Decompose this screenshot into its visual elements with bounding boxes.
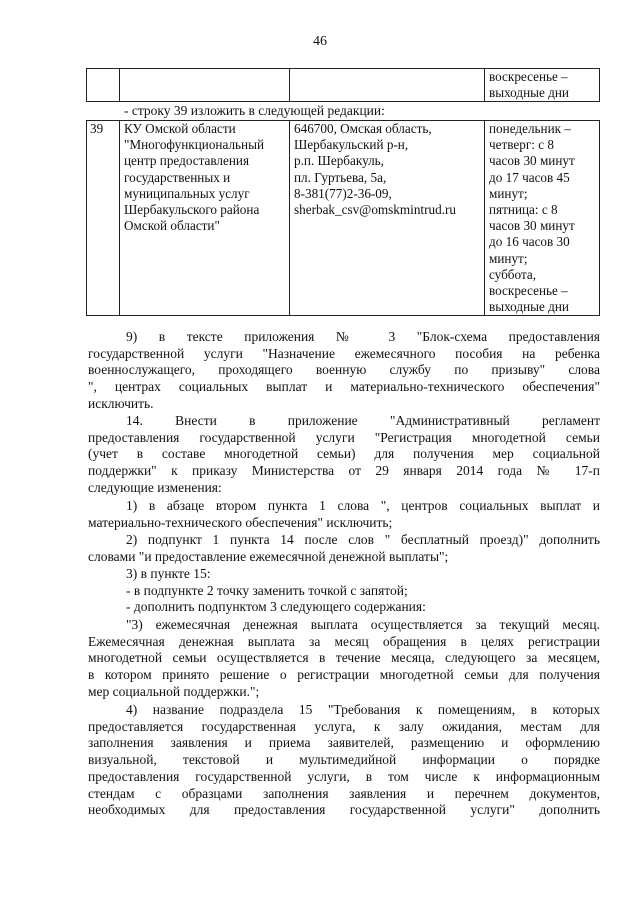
cell-line: до 16 часов 30 — [489, 234, 570, 250]
cell-line: Шербакульского района — [124, 202, 260, 218]
cell-line: воскресенье – — [489, 283, 568, 299]
table-cell-schedule — [485, 121, 600, 316]
table-cell-num — [87, 69, 120, 102]
cell-line: до 17 часов 45 — [489, 169, 570, 185]
table-cell-address — [290, 121, 485, 316]
paragraph-14: 14. Внести в приложение "Административный регламент предоставления государственной услуги "Регистрация многодетной семьи (учет в составе многодетной семьи) для получения мер социальной поддержки" к приказу Министерства от 29 января 2014 года № 17-п следующие изменения: — [88, 413, 600, 495]
cell-line: выходные дни — [489, 85, 569, 101]
cell-line: суббота, — [489, 266, 537, 282]
table-cell-schedule — [485, 69, 600, 102]
cell-line: минут; — [489, 250, 528, 266]
paragraph-9: 9) в тексте приложения № 3 "Блок-схема предоставления государственной услуги "Назначение ежемесячного пособия на ребенка военнослужащего, проходящего военную службу по призыву" слова ", центрах социальных выплат и материально-технического обеспечения" исключить. — [88, 329, 600, 411]
intro-line: - строку 39 изложить в следующей редакции: — [124, 103, 385, 118]
page-number: 46 — [313, 34, 327, 49]
table-row — [87, 121, 600, 316]
cell-line: часов 30 минут — [489, 153, 575, 169]
quote-paragraph: "3) ежемесячная денежная выплата осуществляется за текущий месяц. Ежемесячная денежная выплата за месяц обращения в целях регистрации многодетной семьи осуществляется в течение месяца, следующего за месяцем, в котором принято решение о регистрации многодетной семьи для получения мер социальной поддержки."; — [88, 617, 600, 699]
cell-line: часов 30 минут — [489, 218, 575, 234]
cell-line: понедельник – — [489, 121, 571, 136]
item-3: 3) в пункте 15: - в подпункте 2 точку заменить точкой с запятой; - дополнить подпунктом 3 следующего содержания: — [126, 566, 426, 615]
cell-line: Шербакульский р-н, — [294, 137, 409, 153]
cell-line: 8-381(77)2-36-09, — [294, 185, 392, 201]
cell-line: воскресенье – — [489, 69, 568, 84]
cell-line: Омской области" — [124, 218, 220, 234]
item-4: 4) название подраздела 15 "Требования к помещениям, в которых предоставляется государственная услуга, к залу ожидания, местам для заполнения заявления и приема заявителей, размещению и оформлению визуальной, текстовой и мультимедийной информации о порядке предоставления государственной услуги, в том числе к информационным стендам с образцами заполнения заявления и перечнем документов, необходимых для предоставления государственной услуги" дополнить — [88, 702, 600, 818]
cell-line: минут; — [489, 185, 528, 201]
cell-line: р.п. Шербакуль, — [294, 153, 384, 169]
cell-line: пл. Гуртьева, 5а, — [294, 169, 387, 185]
cell-line: КУ Омской области — [124, 121, 236, 136]
table-cell-name — [120, 121, 290, 316]
cell-line: пятница: с 8 — [489, 202, 558, 218]
cell-line: государственных и — [124, 169, 231, 185]
table-cell-address — [290, 69, 485, 102]
item-1: 1) в абзаце втором пункта 1 слова ", центров социальных выплат и материально-технического обеспечения" исключить; — [88, 498, 600, 530]
cell-line: 646700, Омская область, — [294, 121, 432, 136]
cell-line: sherbak_csv@omskmintrud.ru — [294, 202, 456, 218]
schedule-table-row39 — [86, 120, 600, 316]
cell-line: выходные дни — [489, 299, 569, 315]
item-2: 2) подпункт 1 пункта 14 после слов " бесплатный проезд)" дополнить словами "и предоставление ежемесячной денежной выплаты"; — [88, 532, 600, 564]
cell-line: четверг: с 8 — [489, 137, 554, 153]
cell-line: центр предоставления — [124, 153, 250, 169]
schedule-table-top — [86, 68, 600, 102]
table-cell-num: 39 — [87, 121, 120, 316]
cell-line: "Многофункциональный — [124, 137, 265, 153]
table-cell-name — [120, 69, 290, 102]
cell-line: муниципальных услуг — [124, 185, 250, 201]
table-row — [87, 69, 600, 102]
